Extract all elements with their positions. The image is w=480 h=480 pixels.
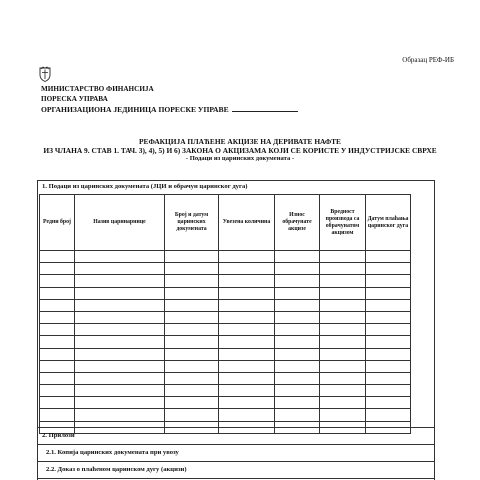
table-cell[interactable] [75, 324, 165, 336]
attachment-item: 2.1. Копија царинских докумената при увозу [37, 445, 435, 462]
table-cell[interactable] [275, 336, 320, 348]
table-cell[interactable] [75, 372, 165, 384]
table-cell[interactable] [366, 397, 411, 409]
table-cell[interactable] [165, 287, 219, 299]
table-row [40, 409, 411, 421]
table-cell[interactable] [320, 397, 366, 409]
table-row [40, 299, 411, 311]
table-cell[interactable] [165, 275, 219, 287]
table-cell[interactable] [75, 263, 165, 275]
table-cell[interactable] [75, 287, 165, 299]
document-title [0, 138, 480, 164]
table-cell[interactable] [40, 348, 75, 360]
table-cell[interactable] [275, 409, 320, 421]
org-unit-line [41, 104, 298, 115]
table-row [40, 324, 411, 336]
table-cell[interactable] [275, 385, 320, 397]
table-cell[interactable] [275, 275, 320, 287]
coat-of-arms-icon [38, 66, 52, 82]
table-cell[interactable] [165, 263, 219, 275]
table-row [40, 397, 411, 409]
table-cell[interactable] [366, 287, 411, 299]
table-cell[interactable] [165, 251, 219, 263]
table-cell[interactable] [165, 385, 219, 397]
column-header: Број и датум царинских докумената [165, 195, 219, 251]
table-cell[interactable] [275, 324, 320, 336]
table-cell[interactable] [366, 348, 411, 360]
column-header: Износ обрачунате акцизе [275, 195, 320, 251]
table-cell[interactable] [75, 251, 165, 263]
table-row [40, 263, 411, 275]
table-row [40, 372, 411, 384]
table-cell[interactable] [40, 275, 75, 287]
table-cell[interactable] [275, 311, 320, 323]
column-header: Вредност производа са обрачунатом акцизом [320, 195, 366, 251]
org-unit-field[interactable] [232, 104, 298, 112]
table-cell[interactable] [320, 299, 366, 311]
table-cell[interactable] [219, 372, 275, 384]
table-cell[interactable] [320, 385, 366, 397]
table-cell[interactable] [40, 251, 75, 263]
attachments-section [37, 427, 435, 479]
column-header: Увезена количина [219, 195, 275, 251]
table-cell[interactable] [165, 372, 219, 384]
table-cell[interactable] [75, 385, 165, 397]
table-cell[interactable] [40, 299, 75, 311]
table-cell[interactable] [219, 348, 275, 360]
table-cell[interactable] [75, 275, 165, 287]
table-row [40, 311, 411, 323]
table-cell[interactable] [219, 336, 275, 348]
table-cell[interactable] [366, 324, 411, 336]
table-cell[interactable] [219, 385, 275, 397]
table-cell[interactable] [165, 360, 219, 372]
table-cell[interactable] [165, 324, 219, 336]
table-cell[interactable] [40, 360, 75, 372]
column-header: Назив царинарнице [75, 195, 165, 251]
table-cell[interactable] [320, 409, 366, 421]
table-cell[interactable] [366, 409, 411, 421]
table-row [40, 336, 411, 348]
table-cell[interactable] [165, 397, 219, 409]
table-cell[interactable] [75, 409, 165, 421]
table-row [40, 287, 411, 299]
table-cell[interactable] [320, 360, 366, 372]
table-cell[interactable] [366, 251, 411, 263]
table-cell[interactable] [75, 348, 165, 360]
attachment-item: 2.2. Доказ о плаћеном царинском дугу (акцизи) [37, 462, 435, 479]
table-cell[interactable] [366, 263, 411, 275]
table-cell[interactable] [75, 336, 165, 348]
title-subtitle: - Подаци из царинских докумената - [185, 155, 295, 163]
table-cell[interactable] [40, 324, 75, 336]
table-cell[interactable] [275, 299, 320, 311]
form-code: Образац РЕФ-ИБ [402, 56, 454, 64]
table-cell[interactable] [219, 275, 275, 287]
table-cell[interactable] [275, 348, 320, 360]
table-cell[interactable] [40, 409, 75, 421]
table-cell[interactable] [165, 311, 219, 323]
table-cell[interactable] [219, 324, 275, 336]
table-cell[interactable] [165, 348, 219, 360]
table-row [40, 385, 411, 397]
table-row [40, 360, 411, 372]
column-header: Редни број [40, 195, 75, 251]
issuer-header [41, 85, 298, 115]
table-cell[interactable] [219, 263, 275, 275]
table-cell[interactable] [320, 263, 366, 275]
table-cell[interactable] [275, 263, 320, 275]
administration-name: ПОРЕСКА УПРАВА [41, 94, 108, 103]
table-cell[interactable] [320, 311, 366, 323]
table-cell[interactable] [366, 299, 411, 311]
customs-documents-table [39, 194, 411, 434]
table-cell[interactable] [219, 311, 275, 323]
table-cell[interactable] [366, 311, 411, 323]
table-cell[interactable] [275, 372, 320, 384]
table-cell[interactable] [75, 311, 165, 323]
table-cell[interactable] [75, 299, 165, 311]
table-cell[interactable] [165, 409, 219, 421]
table-cell[interactable] [40, 287, 75, 299]
section-2-heading: 2. Прилози [37, 428, 435, 445]
table-cell[interactable] [275, 251, 320, 263]
table-cell[interactable] [40, 397, 75, 409]
table-cell[interactable] [366, 385, 411, 397]
table-cell[interactable] [320, 348, 366, 360]
ministry-name: МИНИСТАРСТВО ФИНАНСИЈА [41, 85, 154, 93]
table-cell[interactable] [219, 299, 275, 311]
table-cell[interactable] [320, 275, 366, 287]
table-cell[interactable] [320, 324, 366, 336]
column-header: Датум плаћања царинског дуга [366, 195, 411, 251]
table-cell[interactable] [320, 336, 366, 348]
table-cell[interactable] [320, 287, 366, 299]
table-cell[interactable] [219, 409, 275, 421]
table-cell[interactable] [320, 372, 366, 384]
table-cell[interactable] [275, 287, 320, 299]
table-cell[interactable] [366, 372, 411, 384]
org-unit-label: ОРГАНИЗАЦИОНА ЈЕДИНИЦА ПОРЕСКЕ УПРАВЕ [41, 105, 229, 115]
title-line-2: ИЗ ЧЛАНА 9. СТАВ 1. ТАЧ. 3), 4), 5) И 6) ЗАКОНА О АКЦИЗАМА КОЈИ СЕ КОРИСТЕ У ИНДУСТРИЈСКЕ СВРХЕ [43, 145, 437, 155]
table-cell[interactable] [165, 299, 219, 311]
table-row [40, 348, 411, 360]
table-cell[interactable] [75, 397, 165, 409]
table-cell[interactable] [219, 287, 275, 299]
table-cell[interactable] [219, 397, 275, 409]
table-cell[interactable] [366, 336, 411, 348]
table-row [40, 251, 411, 263]
table-cell[interactable] [40, 336, 75, 348]
section-1-heading: 1. Подаци из царинских докумената (ЈЦИ и обрачун царинског дуга) [42, 183, 248, 190]
table-cell[interactable] [366, 360, 411, 372]
table-row [40, 275, 411, 287]
table-cell[interactable] [366, 275, 411, 287]
title-line-1: РЕФАКЦИЈА ПЛАЋЕНЕ АКЦИЗЕ НА ДЕРИВАТЕ НАФТЕ [139, 137, 341, 146]
table-cell[interactable] [320, 251, 366, 263]
table-cell[interactable] [219, 360, 275, 372]
table-cell[interactable] [40, 311, 75, 323]
table-cell[interactable] [40, 263, 75, 275]
table-cell[interactable] [165, 336, 219, 348]
table-cell[interactable] [75, 360, 165, 372]
table-cell[interactable] [219, 251, 275, 263]
table-cell[interactable] [40, 372, 75, 384]
table-cell[interactable] [275, 397, 320, 409]
table-cell[interactable] [275, 360, 320, 372]
table-cell[interactable] [40, 385, 75, 397]
